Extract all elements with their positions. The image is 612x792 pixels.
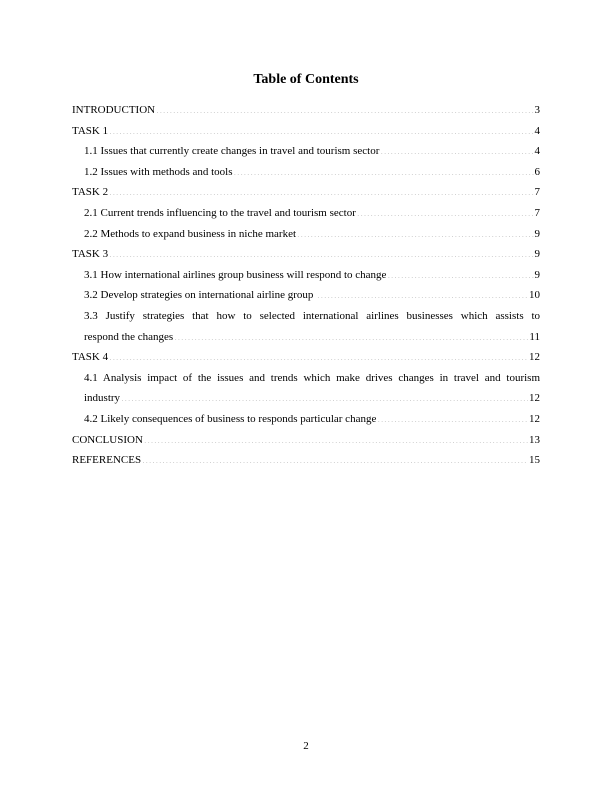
toc-entry-3-1[interactable]	[72, 265, 540, 286]
leader-dots	[156, 102, 533, 113]
toc-title: Table of Contents	[253, 72, 359, 87]
leader-dots	[377, 411, 528, 422]
toc-entry-task-3[interactable]	[72, 244, 540, 265]
toc-entry-conclusion[interactable]	[72, 430, 540, 451]
table-of-contents	[72, 100, 540, 471]
leader-dots	[109, 184, 533, 195]
leader-dots	[380, 143, 533, 154]
toc-entry-page: 10	[529, 289, 540, 302]
toc-entry-label: 1.2 Issues with methods and tools	[84, 165, 233, 178]
toc-entry-label: INTRODUCTION	[72, 104, 156, 116]
leader-dots	[144, 432, 528, 443]
toc-entry-page: 6	[534, 165, 540, 178]
toc-entry-page: 7	[534, 186, 540, 199]
toc-entry-3-3[interactable]	[72, 306, 540, 347]
toc-entry-1-2[interactable]	[72, 162, 540, 183]
toc-entry-page: 12	[529, 412, 540, 425]
toc-entry-3-2[interactable]	[72, 285, 540, 306]
toc-entry-page: 9	[534, 227, 540, 240]
toc-entry-page: 7	[534, 206, 540, 219]
leader-dots	[121, 390, 528, 401]
toc-entry-label: 2.2 Methods to expand business in niche market	[84, 227, 297, 240]
toc-entry-label: 3.1 How international airlines group business will respond to change	[84, 268, 387, 281]
toc-entry-page: 11	[529, 330, 540, 343]
toc-entry-label: TASK 1	[72, 124, 109, 137]
toc-entry-4-1[interactable]	[72, 368, 540, 409]
toc-entry-page: 4	[534, 124, 540, 137]
leader-dots	[109, 246, 533, 257]
toc-entry-label: TASK 4	[72, 351, 109, 364]
toc-entry-label-line-2: respond the changes	[84, 330, 174, 343]
leader-dots	[174, 329, 528, 340]
leader-dots	[357, 205, 534, 216]
toc-entry-introduction[interactable]	[72, 100, 540, 121]
leader-dots	[387, 267, 533, 278]
toc-entry-label: 1.1 Issues that currently create changes in travel and tourism sector	[84, 145, 380, 158]
leader-dots	[109, 349, 528, 360]
toc-entry-label: CONCLUSION	[72, 433, 143, 446]
toc-entry-task-4[interactable]	[72, 347, 540, 368]
toc-entry-1-1[interactable]	[72, 141, 540, 162]
toc-entry-page: 9	[534, 268, 540, 281]
toc-entry-label: TASK 3	[72, 248, 109, 261]
toc-entry-page: 12	[529, 351, 540, 364]
toc-entry-2-2[interactable]	[72, 224, 540, 245]
leader-dots	[297, 226, 533, 237]
toc-entry-label-line-2: industry	[84, 392, 121, 405]
toc-entry-label: TASK 2	[72, 186, 109, 199]
toc-entry-references[interactable]	[72, 450, 540, 471]
toc-entry-label: 2.1 Current trends influencing to the travel and tourism sector	[84, 206, 356, 219]
toc-entry-page: 9	[534, 248, 540, 261]
toc-entry-label-line-1: 3.3 Justify strategies that how to selected international airlines businesses which assists to	[84, 309, 540, 322]
toc-entry-page: 4	[534, 145, 540, 158]
toc-entry-4-2[interactable]	[72, 409, 540, 430]
toc-entry-task-1[interactable]	[72, 121, 540, 142]
page-number: 2	[303, 740, 309, 752]
toc-entry-page: 12	[529, 392, 540, 405]
toc-entry-label: 3.2 Develop strategies on international airline group	[84, 289, 317, 302]
leader-dots	[317, 287, 528, 298]
toc-entry-label-line-1: 4.1 Analysis impact of the issues and trends which make drives changes in travel and tourism	[84, 371, 540, 384]
leader-dots	[142, 452, 528, 463]
toc-entry-task-2[interactable]	[72, 182, 540, 203]
toc-entry-2-1[interactable]	[72, 203, 540, 224]
toc-entry-page: 15	[529, 454, 540, 467]
leader-dots	[234, 164, 534, 175]
leader-dots	[109, 123, 533, 134]
toc-entry-page: 13	[529, 433, 540, 446]
toc-entry-page: 3	[534, 104, 540, 116]
toc-entry-label: REFERENCES	[72, 454, 142, 467]
toc-entry-label: 4.2 Likely consequences of business to responds particular change	[84, 412, 377, 425]
